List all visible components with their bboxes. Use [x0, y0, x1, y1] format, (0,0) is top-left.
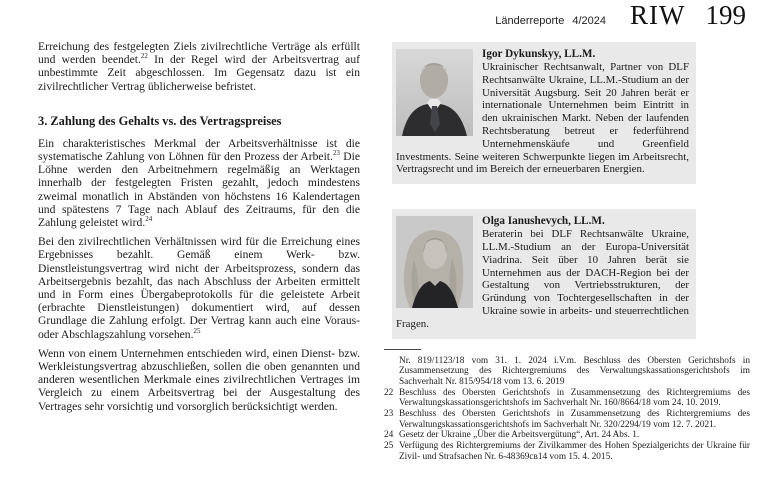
page-header [495, 0, 746, 30]
author-name: Olga Ianushevych, LL.M. [482, 215, 605, 228]
footnote-text: Beschluss des Obersten Gerichtshofs in Zusammensetzung des Richtergremiums des Verwaltungskassationsgerichtshofs im Sachverhalt Nr. 160/8664/18 vom 24. 10. 2019. [399, 387, 750, 409]
footnote-number: 24 [384, 430, 394, 441]
footnote-number [384, 356, 399, 388]
footnote-25 [384, 441, 750, 462]
footnote-23 [384, 409, 750, 430]
journal-brand: RIW [630, 0, 686, 30]
author-name: Igor Dykunskyy, LL.M. [482, 48, 596, 60]
paragraph-1 [38, 40, 360, 93]
paragraph-3 [38, 235, 360, 341]
paragraph-4: Wenn von einem Unternehmen entschieden wird, einen Dienst- bzw. Werkleistungsvertrag abzuschließen, sollen die oben genannten und anderen wesentlichen Merkmale eines zivilrechtlichen Vertrages im Vergleich zu einem Arbeitsvertrag bei der Ausgestaltung des Vertrages sehr vorsichtig und vorsorglich berücksichtigt werden. [38, 346, 360, 413]
footnote-ref-23: 23 [332, 149, 340, 158]
issue-label: 4/2024 [572, 15, 607, 27]
footnote-text: Nr. 819/1123/18 vom 31. 1. 2024 i.V.m. Beschluss des Obersten Gerichtshofs in Zusammensetzung des Richtergremiums des Verwaltungskassationsgerichtshofs im Sachverhalt Nr. 815/954/18 vom 13. 6. 2019 [399, 355, 750, 387]
footnote-number: 22 [384, 387, 394, 398]
page-number: 199 [705, 0, 746, 30]
author-box-igor-dykunskyy [392, 42, 696, 184]
footnote-separator [384, 349, 421, 350]
author-bio: Ukrainischer Rechtsanwalt, Partner von DLF Rechtsanwälte Ukraine, LL.M.-Studium an der Universität Augsburg. Seit 20 Jahren berät er internationale Unternehmen beim Eintritt in den ukrainischen Markt. Neben der laufenden Rechtsberatung betreut er federführend Unternehmenskäufe und Greenfield Investments. Seine weiteren Schwerpunkte liegen im Arbeitsrecht, Vertragsrecht und im Bereich der erneuerbaren Energien. [396, 61, 689, 176]
paragraph-text: Erreichung des festgelegten Ziels zivilrechtliche Verträge als erfüllt und werden beendet. [38, 40, 360, 67]
paragraph-2 [38, 137, 360, 229]
paragraph-text: Die Löhne werden den Arbeitnehmern regelmäßig an Werktagen innerhalb der festgelegten Fristen gezahlt, jedoch mindestens zweimal monatlich in Abständen von höchstens 16 Kalendertagen und spätestens 7 Tage nach Ablauf des Zeitraums, für den die Zahlung geleistet wird. [38, 150, 361, 230]
section-heading: 3. Zahlung des Gehalts vs. des Vertragspreises [38, 113, 282, 128]
paragraph-text: Bei den zivilrechtlichen Verhältnissen wird für die Erreichung eines Ergebnisses bezahlt. Gemäß einem Werk- bzw. Dienstleistungsvertrag wird nicht der Arbeitsprozess, sondern das Arbeitsergebnis bezahlt, das nach Abschluss der Arbeiten ermittelt und in Form eines Übergabeprotokolls für die geleistete Arbeit (erbrachte Dienstleistungen) dokumentiert wird, auf dessen Grundlage die Zahlung erfolgt. Der Vertrag kann auch eine Voraus- oder Abschlagszahlung vorsehen. [38, 235, 360, 341]
section-label: Länderreporte [495, 15, 565, 27]
footnote-number: 23 [384, 409, 394, 420]
author-photo-woman [396, 216, 473, 308]
footnote-ref-25: 25 [193, 326, 201, 335]
author-bio: Beraterin bei DLF Rechtsanwälte Ukraine, LL.M.-Studium an der Europa-Universität Viadrina. Seit über 10 Jahren berät sie Unternehmen aus der DACH-Region bei der Gestaltung von Vertriebsstrukturen, der Gründung von Tochtergesellschaften in der Ukraine sowie in arbeits- und steuerrechtlichen Fragen. [396, 228, 689, 330]
footnote-continuation [384, 356, 750, 388]
footnote-22 [384, 388, 750, 409]
footnote-ref-24: 24 [145, 215, 153, 224]
paragraph-text: In der Regel wird der Arbeitsvertrag auf unbestimmte Zeit abgeschlossen. Im Gegensatz dazu ist ein zivilrechtlicher Vertrag üblicherweise befristet. [38, 53, 360, 93]
footnotes [384, 356, 750, 463]
author-photo-man [396, 49, 473, 136]
author-box-olga-ianushevych [392, 209, 696, 338]
footnote-24 [384, 430, 750, 441]
right-column [384, 42, 750, 463]
footnote-number: 25 [384, 441, 394, 452]
article-column [38, 40, 360, 419]
footnote-ref-22: 22 [140, 52, 148, 61]
footnote-text: Beschluss des Obersten Gerichtshofs in Zusammensetzung des Richtergremiums des Verwaltungskassationsgerichtshofs im Sachverhalt Nr. 320/2294/19 vom 12. 7. 2021. [399, 409, 750, 430]
paragraph-text: Ein charakteristisches Merkmal der Arbeitsverhältnisse ist die systematische Zahlung von Löhnen für den Prozess der Arbeit. [38, 136, 360, 164]
footnote-text: Gesetz der Ukraine „Über die Arbeitsvergütung“, Art. 24 Abs. 1. [399, 430, 640, 441]
footnote-text: Verfügung des Richtergremiums der Zivilkammer des Hohen Spezialgerichts der Ukraine für Zivil- und Strafsachen Nr. 6-48369св14 vom 15. 4. 2015. [399, 441, 750, 462]
